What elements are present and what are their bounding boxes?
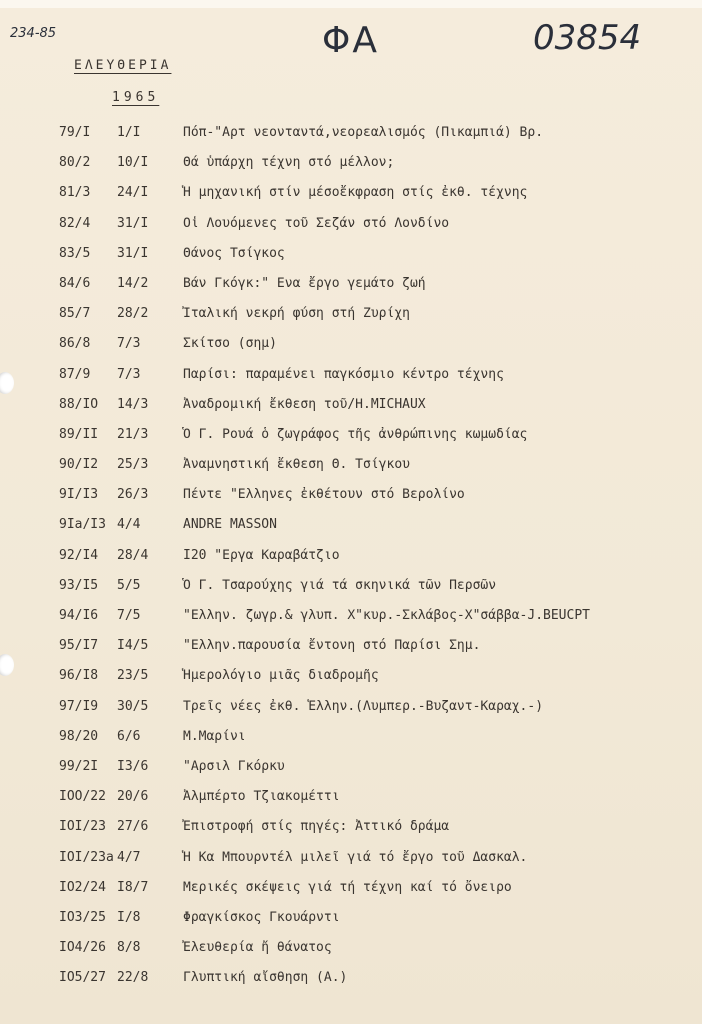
entry-number: 82/4: [59, 215, 91, 231]
entry-number: 92/I4: [59, 547, 99, 563]
list-item: [0, 480, 702, 510]
list-item: [0, 541, 702, 571]
entry-title: Ὁ Γ. Ρουά ὁ ζωγράφος τῆς ἀνθρώπινης κωμωδίας: [183, 426, 528, 442]
entry-date: 30/5: [117, 698, 149, 714]
list-item: [0, 510, 702, 540]
handwritten-ref-top-right: 03854: [533, 18, 642, 58]
article-list: [0, 118, 702, 993]
list-item: [0, 933, 702, 963]
newspaper-title: ΕΛΕΥΘΕΡΙΑ: [74, 58, 172, 73]
entry-date: 7/3: [117, 366, 141, 382]
entry-title: Ὁ Γ. Τσαρούχης γιά τά σκηνικά τῶν Περσῶν: [183, 577, 497, 593]
entry-date: 27/6: [117, 819, 149, 835]
list-item: [0, 631, 702, 661]
entry-title: Πόπ-"Αρτ νεονταντά,νεορεαλισμός (Πικαμπιά) Βρ.: [183, 125, 544, 140]
entry-date: 7/5: [117, 608, 141, 623]
entry-title: Μ.Μαρίνι: [183, 728, 246, 744]
entry-date: 14/3: [117, 396, 149, 412]
entry-date: 6/6: [117, 728, 141, 744]
list-item: [0, 903, 702, 933]
entry-date: 23/5: [117, 668, 149, 684]
entry-date: I3/6: [117, 758, 149, 774]
entry-title: Φραγκίσκος Γκουάρντι: [183, 909, 340, 925]
entry-title: Πέντε "Ελληνες ἐκθέτουν στό Βερολίνο: [183, 487, 465, 503]
entry-date: I8/7: [117, 879, 149, 895]
entry-number: 98/20: [59, 728, 99, 744]
entry-number: IO4/26: [59, 940, 106, 956]
entry-number: 80/2: [59, 155, 91, 171]
entry-date: 14/2: [117, 275, 149, 291]
entry-title: "Αρσιλ Γκόρκυ: [183, 758, 285, 774]
entry-date: 24/I: [117, 185, 149, 201]
entry-number: 88/IO: [59, 396, 99, 412]
entry-number: 89/II: [59, 426, 99, 442]
entry-date: 28/4: [117, 547, 149, 563]
list-item: [0, 843, 702, 873]
list-item: [0, 873, 702, 903]
entry-date: 4/7: [117, 849, 141, 865]
entry-number: 99/2I: [59, 758, 99, 774]
list-item: [0, 269, 702, 299]
entry-number: 94/I6: [59, 608, 99, 623]
entry-title: Τρεῖς νέες ἐκθ. Ἑλλην.(Λυμπερ.-Βυζαντ-Καραχ.-): [183, 698, 544, 714]
entry-title: I20 "Εργα Καραβάτζιο: [183, 547, 340, 563]
entry-number: IOO/22: [59, 789, 106, 805]
entry-number: 97/I9: [59, 698, 99, 714]
page-top-edge: [0, 0, 702, 8]
entry-date: 8/8: [117, 940, 141, 956]
entry-title: Ἐπιστροφή στίς πηγές: Ἀττικό δράμα: [183, 819, 450, 835]
list-item: [0, 209, 702, 239]
list-item: [0, 329, 702, 359]
list-item: [0, 390, 702, 420]
entry-date: 25/3: [117, 457, 149, 473]
list-item: [0, 722, 702, 752]
entry-date: 10/I: [117, 155, 149, 171]
entry-number: 86/8: [59, 336, 91, 352]
entry-title: Θά ὑπάρχη τέχνη στό μέλλον;: [183, 155, 395, 171]
list-item: [0, 692, 702, 722]
year-heading: 1965: [112, 90, 160, 105]
entry-date: I4/5: [117, 638, 149, 654]
list-item: [0, 963, 702, 993]
entry-date: 20/6: [117, 789, 149, 805]
entry-number: IO3/25: [59, 909, 106, 925]
list-item: [0, 148, 702, 178]
entry-number: IO2/24: [59, 879, 106, 895]
entry-date: 28/2: [117, 306, 149, 322]
entry-title: ANDRE MASSON: [183, 517, 277, 533]
entry-title: Ἡ Κα Μπουρντέλ μιλεῖ γιά τό ἔργο τοῦ Δασκαλ.: [183, 849, 528, 865]
entry-date: 5/5: [117, 577, 141, 593]
entry-number: 84/6: [59, 275, 91, 291]
list-item: [0, 118, 702, 148]
entry-number: IOI/23a: [59, 849, 114, 865]
entry-title: Ἰταλική νεκρή φύση στή Ζυρίχη: [183, 306, 410, 322]
entry-number: 95/I7: [59, 638, 99, 654]
list-item: [0, 360, 702, 390]
entry-title: Σκίτσο (σημ): [183, 336, 277, 352]
entry-number: 81/3: [59, 185, 91, 201]
entry-number: 87/9: [59, 366, 91, 382]
list-item: [0, 812, 702, 842]
list-item: [0, 178, 702, 208]
entry-date: 4/4: [117, 517, 141, 533]
entry-date: I/8: [117, 909, 141, 925]
entry-date: 31/I: [117, 215, 149, 231]
entry-title: Ἀλμπέρτο Τζιακομέττι: [183, 789, 340, 805]
list-item: [0, 661, 702, 691]
entry-number: 96/I8: [59, 668, 99, 684]
entry-title: "Ελλην. ζωγρ.& γλυπ. Χ"κυρ.-Σκλάβος-Χ"σάββα-J.BEUCPT: [183, 608, 590, 623]
entry-title: Οἱ Λουόμενες τοῦ Σεζάν στό Λονδίνο: [183, 215, 450, 231]
entry-date: 7/3: [117, 336, 141, 352]
entry-number: IOI/23: [59, 819, 106, 835]
list-item: [0, 299, 702, 329]
list-item: [0, 782, 702, 812]
entry-title: Ἡμερολόγιο μιᾶς διαδρομῆς: [183, 668, 379, 684]
entry-title: Ἐλευθερία ἤ θάνατος: [183, 940, 332, 956]
entry-title: Ἡ μηχανική στίν μέσοἔκφραση στίς ἐκθ. τέχνης: [183, 185, 528, 201]
entry-number: 83/5: [59, 245, 91, 261]
entry-title: Μερικές σκέψεις γιά τή τέχνη καί τό ὄνειρο: [183, 879, 512, 895]
list-item: [0, 601, 702, 631]
entry-title: Γλυπτική αἴσθηση (Α.): [183, 970, 348, 986]
list-item: [0, 571, 702, 601]
entry-date: 21/3: [117, 426, 149, 442]
entry-number: 79/I: [59, 125, 91, 140]
list-item: [0, 752, 702, 782]
entry-date: 26/3: [117, 487, 149, 503]
list-item: [0, 420, 702, 450]
entry-number: 85/7: [59, 306, 91, 322]
entry-number: 9Ia/I3: [59, 517, 106, 533]
list-item: [0, 450, 702, 480]
entry-title: "Ελλην.παρουσία ἔντονη στό Παρίσι Σημ.: [183, 638, 481, 654]
entry-title: Βάν Γκόγκ:" Ενα ἔργο γεμάτο ζωή: [183, 275, 426, 291]
entry-number: IO5/27: [59, 970, 106, 986]
list-item: [0, 239, 702, 269]
entry-date: 1/I: [117, 125, 141, 140]
entry-title: Ἀναδρομική ἔκθεση τοῦ/Η.MICHAUX: [183, 396, 426, 412]
entry-number: 9I/I3: [59, 487, 99, 503]
entry-number: 90/I2: [59, 457, 99, 473]
entry-date: 22/8: [117, 970, 149, 986]
entry-title: Θάνος Τσίγκος: [183, 245, 285, 261]
entry-title: Παρίσι: παραμένει παγκόσμιο κέντρο τέχνης: [183, 366, 504, 382]
entry-number: 93/I5: [59, 577, 99, 593]
handwritten-ref-top-center: ΦΑ: [322, 20, 379, 61]
handwritten-ref-top-left: 234-85: [10, 26, 57, 41]
entry-date: 31/I: [117, 245, 149, 261]
entry-title: Ἀναμνηστική ἔκθεση Θ. Τσίγκου: [183, 457, 410, 473]
